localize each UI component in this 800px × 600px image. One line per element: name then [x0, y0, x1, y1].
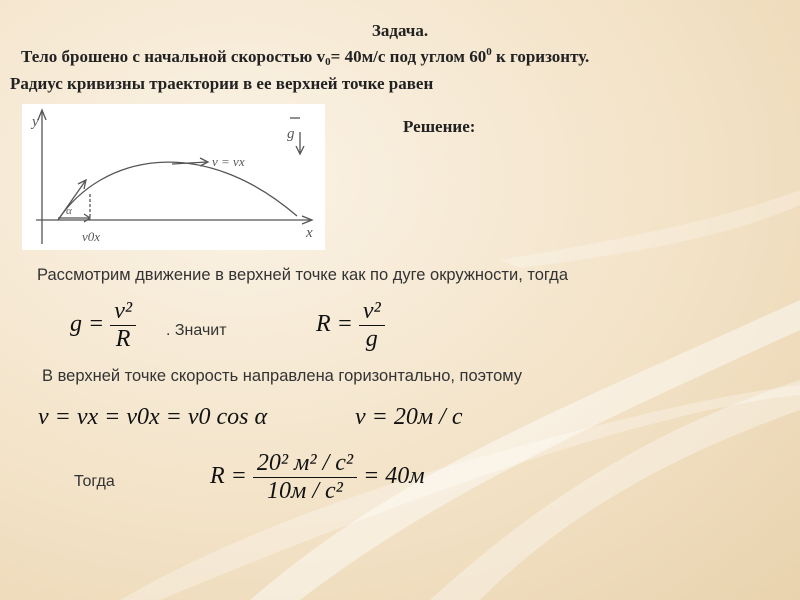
horizontal-text: В верхней точке скорость направлена горизонтально, поэтому — [42, 367, 523, 385]
v0x-label: v0x — [82, 229, 101, 244]
task-line-1-mid: = 40м/с под углом 60 — [330, 47, 487, 66]
togda-text: Тогда — [74, 473, 115, 490]
task-line-1-sub: 0 — [325, 56, 331, 68]
g-formula-den: R — [115, 326, 131, 352]
y-label: y — [32, 114, 39, 130]
task-line-2: Радиус кривизны траектории в ее верхней точке равен — [10, 74, 434, 93]
task-line-1-sup: 0 — [486, 46, 492, 58]
r-formula-left: R = — [316, 311, 353, 338]
r-formula-den: g — [365, 326, 378, 352]
g-label: g — [287, 126, 295, 142]
solution-label: Решение: — [403, 117, 476, 136]
task-line-1 — [21, 46, 589, 68]
v-formula: v = vx = v0x = v0 cos α — [38, 404, 268, 430]
r-formula-num: v² — [359, 298, 385, 326]
alpha-label: α — [66, 205, 72, 217]
top-velocity-label: v = vx — [212, 154, 245, 169]
r-final-left: R = — [210, 463, 247, 490]
trajectory-diagram — [22, 104, 325, 250]
task-line-1-prefix: Тело брошено с начальной скоростью v — [21, 47, 326, 66]
r-final-den: 10м / с² — [267, 478, 343, 504]
task-line-1-suffix: к горизонту. — [491, 47, 590, 66]
r-final-num: 20² м² / с² — [253, 450, 357, 478]
v-value-formula: v = 20м / с — [355, 404, 463, 430]
znachit-text: . Значит — [166, 322, 227, 339]
task-title: Задача. — [371, 21, 429, 40]
v0-vector — [58, 180, 86, 220]
g-formula-num: v² — [110, 298, 136, 326]
r-formula — [316, 298, 385, 353]
g-formula — [70, 298, 136, 353]
consider-text: Рассмотрим движение в верхней точке как по дуге окружности, тогда — [37, 266, 568, 284]
trajectory-curve — [58, 162, 297, 220]
r-final-right: = 40м — [363, 463, 425, 490]
g-formula-left: g = — [70, 311, 105, 338]
r-final-formula — [210, 450, 425, 505]
x-label: x — [306, 225, 313, 241]
